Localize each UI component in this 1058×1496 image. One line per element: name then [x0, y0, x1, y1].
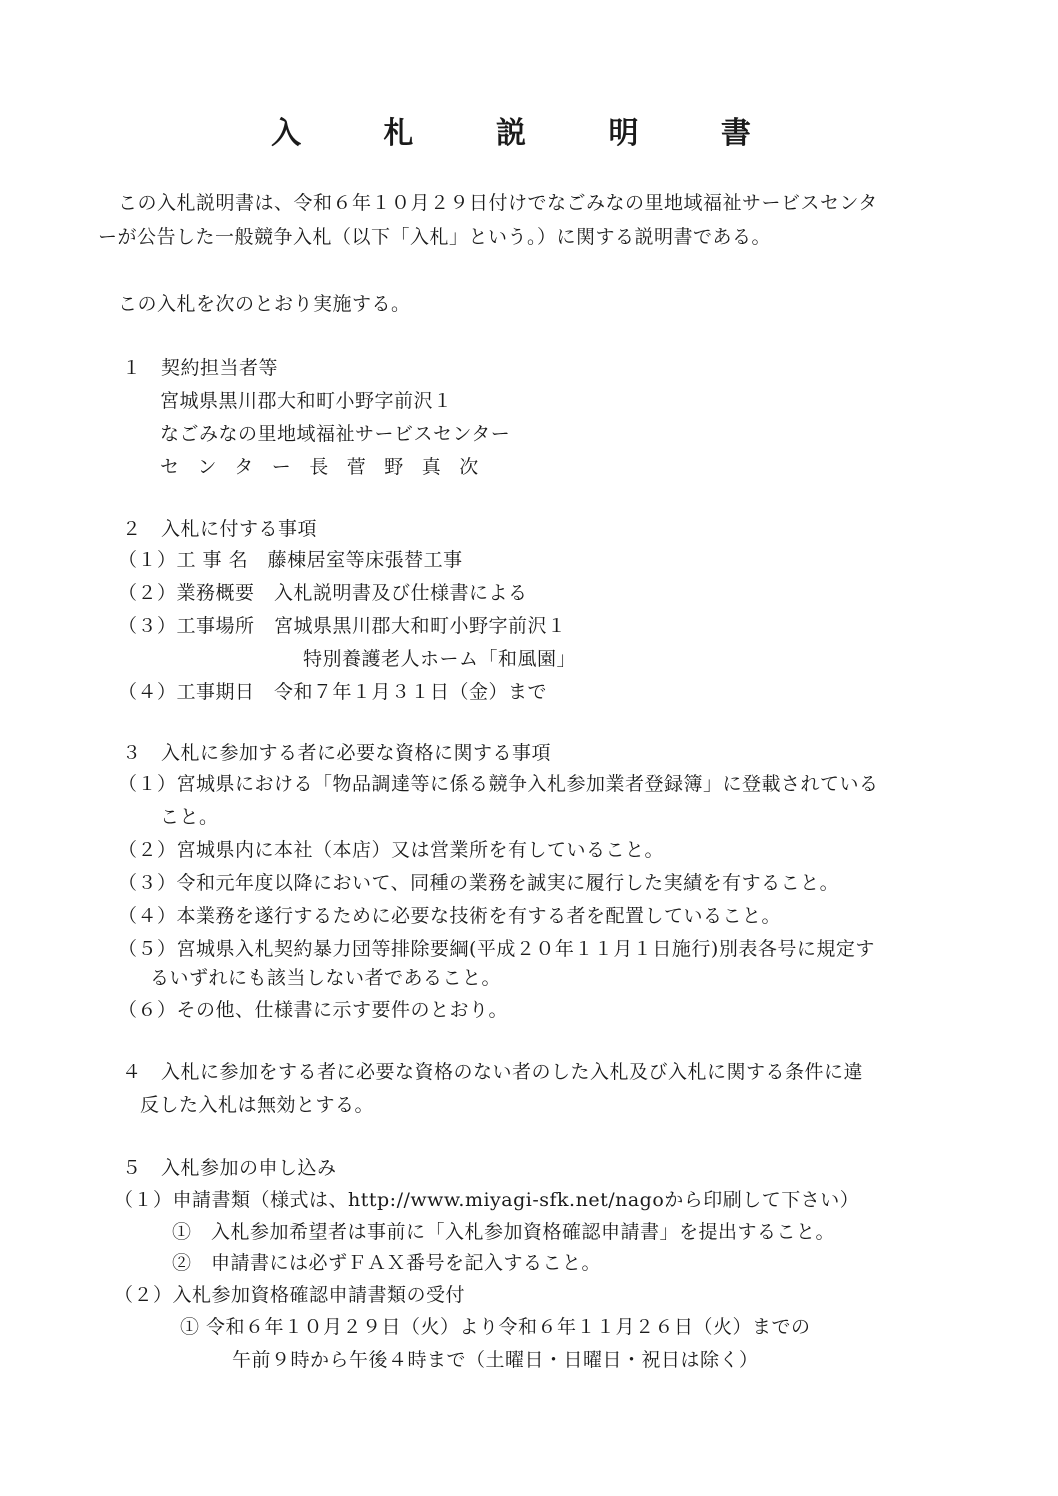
intro-line-3: この入札を次のとおり実施する。 [118, 293, 411, 315]
intro-line-1: この入札説明書は、令和６年１０月２９日付けでなごみなの里地域福祉サービスセンタ [118, 192, 878, 214]
section-4-line-2: 反した入札は無効とする。 [140, 1094, 375, 1116]
section-2-heading: ２ 入札に付する事項 [122, 518, 318, 540]
section-4-line-1: ４ 入札に参加をする者に必要な資格のない者のした入札及び入札に関する条件に違 [122, 1061, 864, 1083]
section-3-item-3: （３）令和元年度以降において、同種の業務を誠実に履行した実績を有すること。 [118, 872, 840, 894]
section-1-heading: １ 契約担当者等 [122, 357, 279, 379]
section-3-item-4: （４）本業務を遂行するために必要な技術を有する者を配置していること。 [118, 905, 782, 927]
section-3-item-5-cont: るいずれにも該当しない者であること。 [150, 967, 502, 989]
section-3-item-2: （２）宮城県内に本社（本店）又は営業所を有していること。 [118, 839, 665, 861]
section-5-heading: ５ 入札参加の申し込み [122, 1157, 337, 1179]
section-1-organization: なごみなの里地域福祉サービスセンター [160, 423, 511, 445]
intro-line-2: ーが公告した一般競争入札（以下「入札」という。）に関する説明書である。 [98, 226, 772, 248]
section-2-item-1: （１）工 事 名 藤棟居室等床張替工事 [118, 549, 463, 571]
section-5-item-2-a: ① 令和６年１０月２９日（火）より令和６年１１月２６日（火）までの [180, 1316, 811, 1338]
section-5-item-2-b: 午前９時から午後４時まで（土曜日・日曜日・祝日は除く） [232, 1349, 759, 1371]
section-1-person: センター長菅野真次 [160, 456, 497, 478]
section-3-item-1-cont: こと。 [160, 806, 219, 828]
section-1-address: 宮城県黒川郡大和町小野字前沢１ [160, 390, 453, 412]
section-2-item-3: （３）工事場所 宮城県黒川郡大和町小野字前沢１ [118, 615, 567, 637]
section-2-item-3-location: 特別養護老人ホーム「和風園」 [303, 648, 577, 670]
section-5-item-1-b: ② 申請書には必ずＦＡＸ番号を記入すること。 [172, 1252, 602, 1274]
section-5-item-2: （２）入札参加資格確認申請書類の受付 [114, 1284, 466, 1306]
section-3-item-6: （６）その他、仕様書に示す要件のとおり。 [118, 999, 509, 1021]
section-2-item-4: （４）工事期日 令和７年１月３１日（金）まで [118, 681, 548, 703]
section-5-item-1-a: ① 入札参加希望者は事前に「入札参加資格確認申請書」を提出すること。 [172, 1221, 836, 1243]
section-3-item-1: （１）宮城県における「物品調達等に係る競争入札参加業者登録簿」に登載されている [118, 773, 879, 795]
section-3-heading: ３ 入札に参加する者に必要な資格に関する事項 [122, 742, 552, 764]
section-2-item-2: （２）業務概要 入札説明書及び仕様書による [118, 582, 528, 604]
section-5-item-1: （１）申請書類（様式は、http://www.miyagi-sfk.net/nagoから印刷して下さい） [114, 1189, 860, 1211]
section-3-item-5: （５）宮城県入札契約暴力団等排除要綱(平成２０年１１月１日施行)別表各号に規定す [118, 938, 875, 960]
page-title: 入 札 説 明 書 [271, 116, 787, 151]
